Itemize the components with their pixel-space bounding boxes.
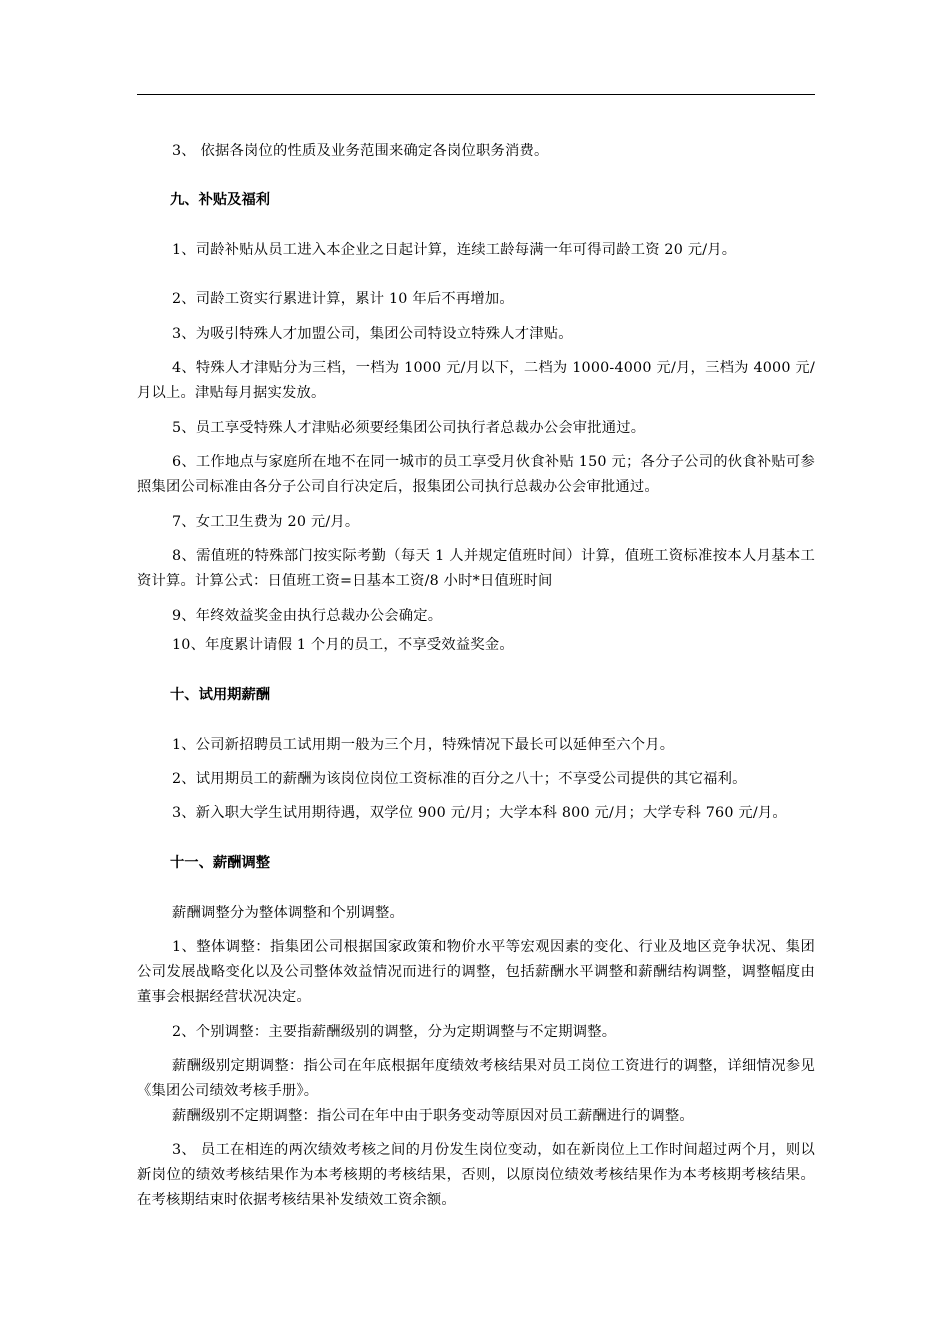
paragraph: 6、工作地点与家庭所在地不在同一城市的员工享受月伙食补贴 150 元；各分子公司的伙食补贴可参照集团公司标准由各分子公司自行决定后，报集团公司执行总裁办公会审批通过。 [137, 454, 815, 495]
paragraph: 4、特殊人才津贴分为三档，一档为 1000 元/月以下，二档为 1000-4000 元/月，三档为 4000 元/月以上。津贴每月据实发放。 [137, 360, 815, 401]
paragraph: 3、 依据各岗位的性质及业务范围来确定各岗位职务消费。 [172, 143, 549, 159]
paragraph: 2、个别调整：主要指薪酬级别的调整，分为定期调整与不定期调整。 [172, 1024, 617, 1040]
paragraph: 3、为吸引特殊人才加盟公司，集团公司特设立特殊人才津贴。 [172, 326, 573, 342]
paragraph: 薪酬级别定期调整：指公司在年底根据年度绩效考核结果对员工岗位工资进行的调整，详细情况参见《集团公司绩效考核手册》。 [137, 1058, 815, 1099]
section-heading: 十一、薪酬调整 [170, 855, 271, 871]
paragraph: 1、司龄补贴从员工进入本企业之日起计算，连续工龄每满一年可得司龄工资 20 元/月。 [172, 242, 737, 258]
paragraph: 7、女工卫生费为 20 元/月。 [172, 514, 360, 530]
section-heading: 九、补贴及福利 [170, 192, 271, 208]
paragraph: 8、需值班的特殊部门按实际考勤（每天 1 人并规定值班时间）计算，值班工资标准按本人月基本工资计算。计算公式：日值班工资=日基本工资/8 小时*日值班时间 [137, 548, 815, 589]
paragraph: 5、员工享受特殊人才津贴必须要经集团公司执行者总裁办公会审批通过。 [172, 420, 646, 436]
paragraph: 2、试用期员工的薪酬为该岗位岗位工资标准的百分之八十；不享受公司提供的其它福利。 [172, 771, 747, 787]
paragraph: 薪酬级别不定期调整：指公司在年中由于职务变动等原因对员工薪酬进行的调整。 [172, 1108, 694, 1124]
paragraph: 薪酬调整分为整体调整和个别调整。 [172, 905, 404, 921]
header-rule [137, 94, 815, 95]
paragraph: 9、年终效益奖金由执行总裁办公会确定。 [172, 608, 443, 624]
paragraph: 3、新入职大学生试用期待遇，双学位 900 元/月；大学本科 800 元/月；大学专科 760 元/月。 [172, 805, 787, 821]
paragraph: 1、整体调整：指集团公司根据国家政策和物价水平等宏观因素的变化、行业及地区竞争状况、集团公司发展战略变化以及公司整体效益情况而进行的调整，包括薪酬水平调整和薪酬结构调整，调整幅度由董事会根据经营状况决定。 [137, 939, 815, 1005]
section-heading: 十、试用期薪酬 [170, 687, 271, 703]
paragraph: 1、公司新招聘员工试用期一般为三个月，特殊情况下最长可以延伸至六个月。 [172, 737, 675, 753]
paragraph: 3、 员工在相连的两次绩效考核之间的月份发生岗位变动，如在新岗位上工作时间超过两个月，则以新岗位的绩效考核结果作为本考核期的考核结果，否则，以原岗位绩效考核结果作为本考核期考核结果。在考核期结束时依据考核结果补发绩效工资余额。 [137, 1142, 815, 1208]
paragraph: 2、司龄工资实行累进计算，累计 10 年后不再增加。 [172, 291, 514, 307]
paragraph: 10、年度累计请假 1 个月的员工，不享受效益奖金。 [172, 637, 514, 653]
